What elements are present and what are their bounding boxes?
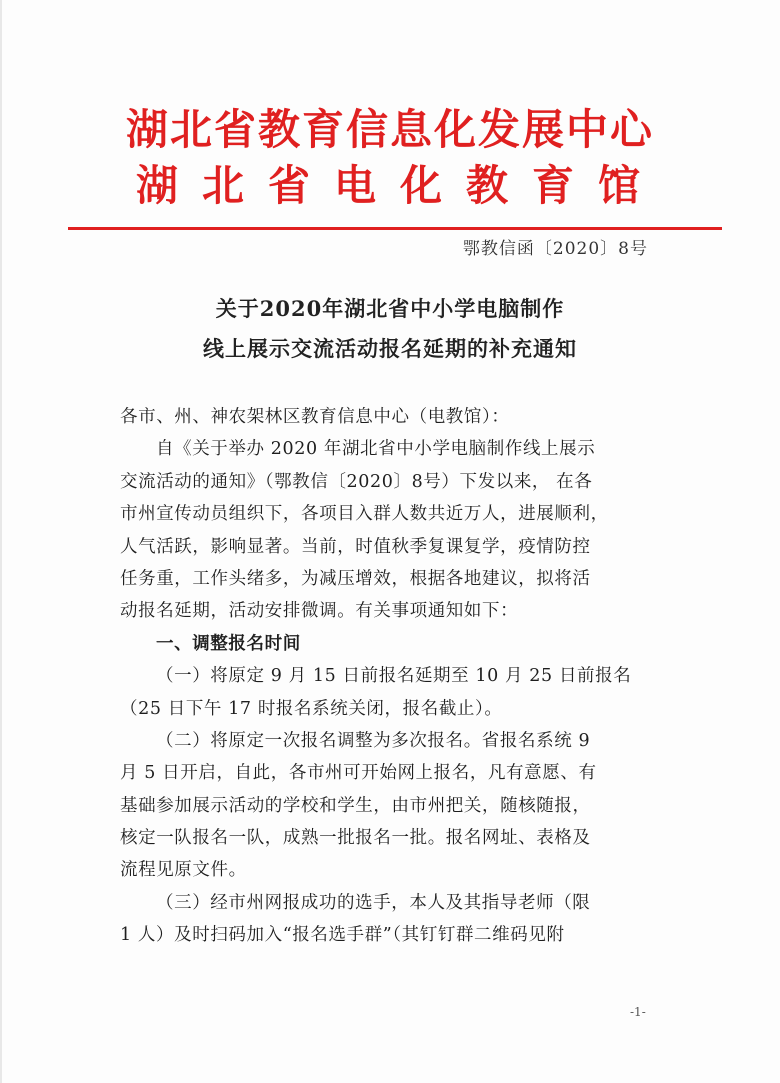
- body-line: 任务重，工作头绪多，为减压增效，根据各地建议，拟将活: [120, 568, 591, 589]
- body-line: 自《关于举办 2020 年湖北省中小学电脑制作线上展示: [156, 439, 596, 460]
- body-line: （三）经市州网报成功的选手，本人及其指导老师（限: [156, 892, 591, 913]
- salutation: 各市、州、神农架林区教育信息中心（电教馆）：: [120, 407, 510, 427]
- body-line: 动报名延期，活动安排微调。有关事项通知如下：: [120, 601, 519, 622]
- letterhead-red-rule: [68, 227, 722, 230]
- body-line: 市州宣传动员组织下，各项目入群人数共近万人，进展顺利，: [120, 504, 609, 525]
- body-line: （25 日下午 17 时报名系统关闭，报名截止）。: [120, 698, 503, 719]
- page-number: -1-: [630, 1005, 646, 1019]
- body-line: 交流活动的通知》（鄂教信〔2020〕8号）下发以来， 在各: [120, 471, 593, 492]
- body-line: 1 人）及时扫码加入“报名选手群”（其钉钉群二维码见附: [120, 925, 565, 946]
- document-title-line-1: 关于2020年湖北省中小学电脑制作: [215, 296, 565, 321]
- body-line: 基础参加展示活动的学校和学生，由市州把关，随核随报，: [120, 795, 591, 816]
- body-line: （二）将原定一次报名调整为多次报名。省报名系统 9: [156, 730, 591, 751]
- body-line: 流程见原文件。: [120, 860, 247, 881]
- document-body: [120, 401, 660, 952]
- body-line: 核定一队报名一队，成熟一批报名一批。报名网址、表格及: [120, 828, 591, 849]
- document-number: 鄂教信函〔2020〕8号: [462, 239, 648, 259]
- section-heading: 一、调整报名时间: [156, 633, 301, 654]
- body-line: 人气活跃，影响显著。当前，时值秋季复课复学，疫情防控: [120, 536, 591, 557]
- body-line: （一）将原定 9 月 15 日前报名延期至 10 月 25 日前报名: [156, 666, 632, 687]
- letterhead-line-1: 湖北省教育信息化发展中心: [125, 105, 654, 154]
- letterhead-line-2: 湖北省电化教育馆: [135, 161, 664, 210]
- body-paragraphs: [120, 433, 660, 951]
- document-title-line-2: 线上展示交流活动报名延期的补充通知: [203, 336, 577, 361]
- body-line: 月 5 日开启，自此，各市州可开始网上报名，凡有意愿、有: [120, 763, 597, 784]
